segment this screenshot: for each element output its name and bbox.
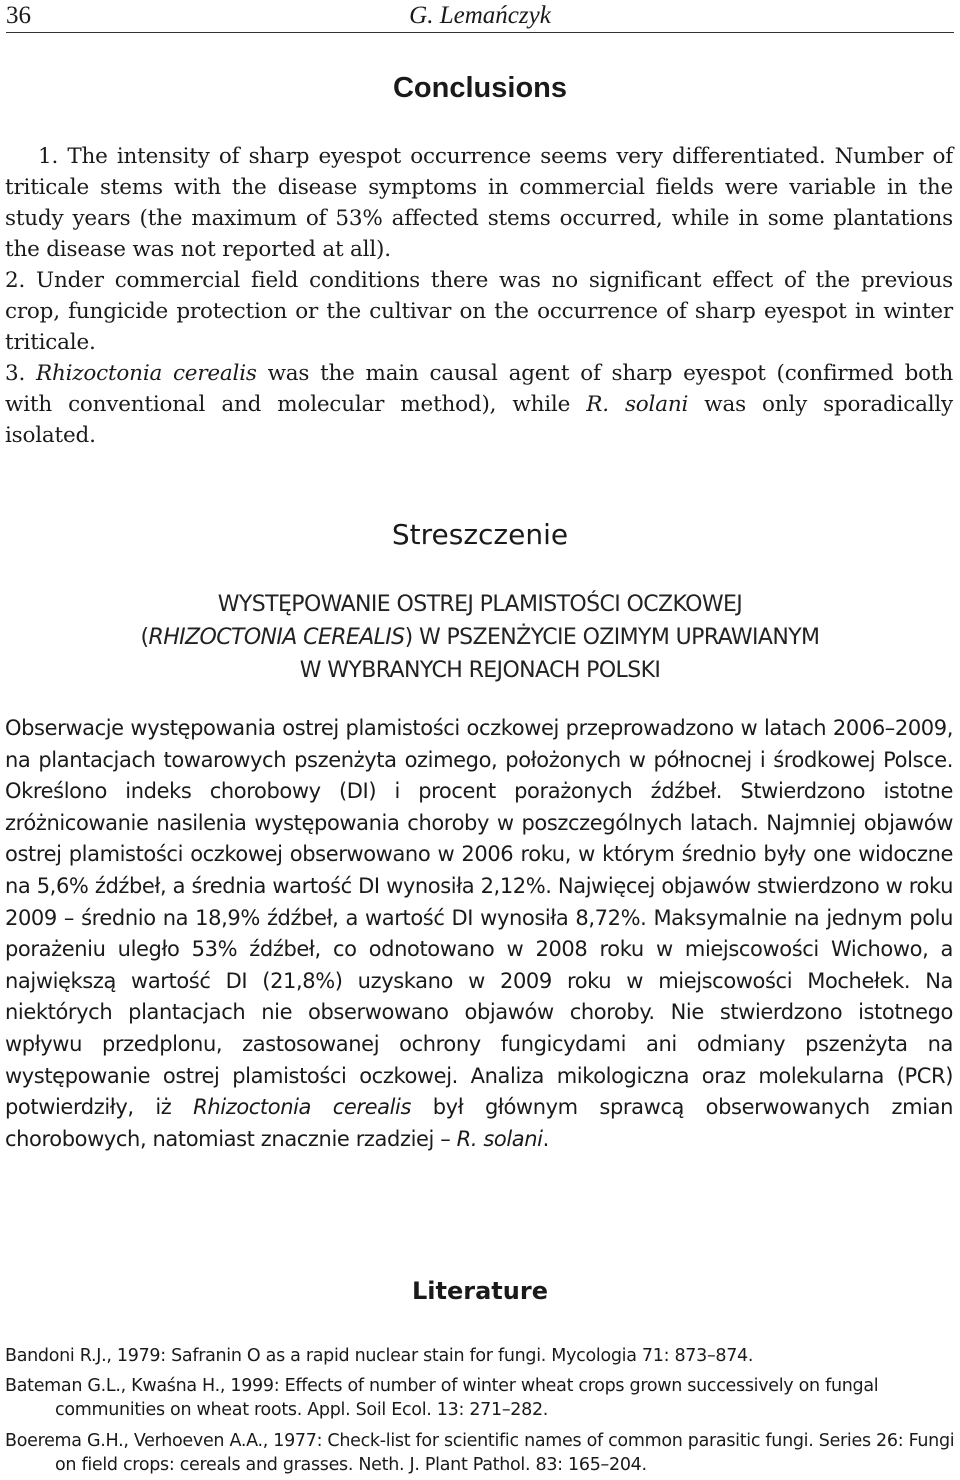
reference-item: Bandoni R.J., 1979: Safranin O as a rapid nuclear stain for fungi. Mycologia 71: 873–874.: [5, 1346, 754, 1366]
conclusion-item-3-text-end: was only sporadically isolated.: [5, 392, 953, 448]
conclusion-item-2: 2. Under commercial field conditions there was no significant effect of the previous crop, fungicide protection or the cultivar on the occurrence of sharp eyespot in winter triticale.: [5, 268, 953, 355]
conclusion-item-3-text: was the main causal agent of sharp eyespot (confirmed both with conventional and molecular method), while: [5, 361, 953, 417]
polish-title-line-3: W WYBRANYCH REJONACH POLSKI: [299, 658, 661, 683]
abstract-text-continued: był głównym sprawcą obserwowanych zmian chorobowych, natomiast znacznie rzadziej –: [5, 1095, 954, 1151]
page-header: [6, 0, 954, 33]
species-name: R. solani: [456, 1126, 543, 1151]
conclusion-item-3-number: 3.: [5, 361, 26, 386]
polish-title-line-2-rest: ) W PSZENŻYCIE OZIMYM UPRAWIANYM: [404, 625, 820, 650]
streszczenie-heading: Streszczenie: [391, 518, 569, 551]
abstract-text: Obserwacje występowania ostrej plamistości oczkowej przeprowadzono w latach 2006–2009, na plantacjach towarowych pszenżyta ozimego, położonych w północnej i środkowej Polsce. Określono indeks chorobowy (DI) i procent porażonych źdźbeł. Stwierdzono istotne zróżnicowanie nasilenia występowania choroby w poszczególnych latach. Najmniej objawów ostrej plamistości oczkowej obserwowano w 2006 roku, w którym średnio były one widoczne na 5,6% źdźbeł, a średnia wartość DI wynosiła 2,12%. Najwięcej objawów stwierdzono w roku 2009 – średnio na 18,9% źdźbeł, a wartość DI wynosiła 8,72%. Maksymalnie na jednym polu porażeniu uległo 53% źdźbeł, co odnotowano w 2008 roku w miejscowości Wichowo, a największą wartość DI (21,8%) uzyskano w 2009 roku w miejscowości Mochełek. Na niektórych plantacjach nie obserwowano objawów choroby. Nie stwierdzono istotnego wpływu przedplonu, zastosowanej ochrony fungicydami ani odmiany pszenżyta na występowanie ostrej plamistości oczkowej. Analiza mikologiczna oraz molekularna (PCR) potwierdziły, iż: [5, 716, 953, 1120]
running-head-author: G. Lemańczyk: [409, 2, 551, 29]
abstract-end: .: [542, 1126, 549, 1151]
paren-open: (: [140, 625, 149, 650]
polish-abstract: [5, 713, 953, 1155]
species-name: Rhizoctonia cerealis: [193, 1095, 412, 1120]
reference-item: Boerema G.H., Verhoeven A.A., 1977: Check-list for scientific names of common parasitic fungi. Series 26: Fungi on field crops: cereals and grasses. Neth. J. Plant Pathol. 83: 165–204.: [5, 1431, 955, 1475]
species-name: R. solani: [586, 392, 689, 417]
polish-title-line-2: [0, 621, 960, 654]
reference-item: Bateman G.L., Kwaśna H., 1999: Effects of number of winter wheat crops grown successively on fungal communities on wheat roots. Appl. Soil Ecol. 13: 271–282.: [5, 1376, 879, 1420]
reference-list: [5, 1344, 955, 1480]
literature-heading: Literature: [412, 1277, 548, 1305]
conclusions-heading: Conclusions: [392, 72, 567, 104]
conclusion-item-1: 1. The intensity of sharp eyespot occurrence seems very differentiated. Number of triticale stems with the disease symptoms in commercial fields were variable in the study years (the maximum of 53% affected stems occurred, while in some plantations the disease was not reported at all).: [5, 144, 953, 262]
conclusion-item-3: [5, 358, 953, 451]
polish-title-line-1: WYSTĘPOWANIE OSTREJ PLAMISTOŚCI OCZKOWEJ: [217, 592, 743, 617]
polish-article-title: [0, 588, 960, 687]
species-name: Rhizoctonia cerealis: [35, 361, 257, 386]
species-name: RHIZOCTONIA CEREALIS: [148, 625, 405, 650]
page-number: 36: [6, 2, 31, 29]
conclusions-section: [5, 141, 953, 451]
